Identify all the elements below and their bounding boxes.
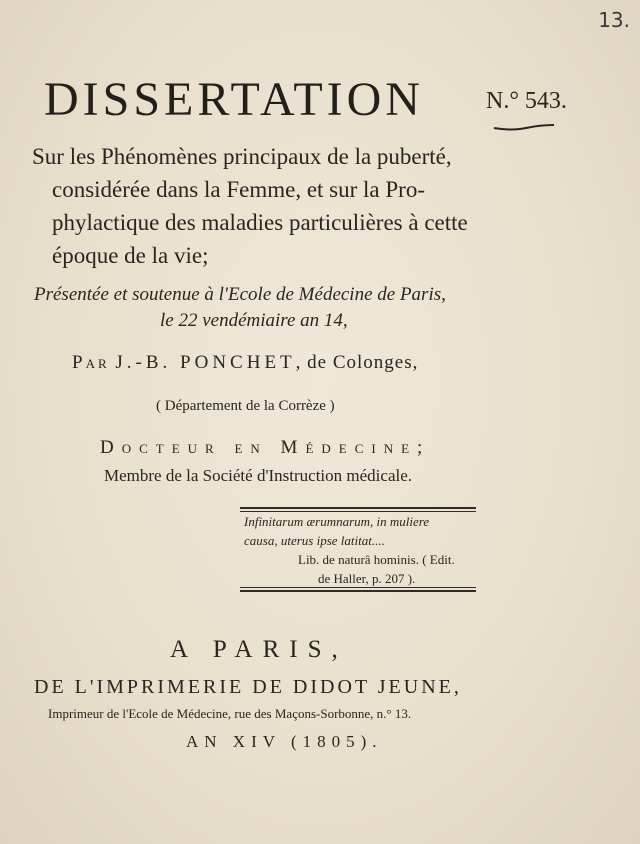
epigraph-line-1: Infinitarum ærumnarum, in muliere <box>244 514 430 529</box>
author-origin: , de Colonges, <box>295 352 419 373</box>
printer-address: Imprimeur de l'Ecole de Médecine, rue des Maçons-Sorbonne, n.° 13. <box>48 706 412 721</box>
presented-line-1: Présentée et soutenue à l'Ecole de Médecine de Paris, <box>34 284 446 305</box>
department: ( Département de la Corrèze ) <box>156 398 335 414</box>
epigraph-line-2: causa, uterus ipse latitat.... <box>244 533 385 548</box>
corner-number: 13. <box>598 8 630 32</box>
author-prefix: Par <box>72 352 110 373</box>
epigraph <box>244 512 482 588</box>
epigraph-reference-2: de Haller, p. 207 ). <box>318 571 416 586</box>
flourish-underline <box>492 122 556 132</box>
divider <box>240 507 476 509</box>
presented-statement <box>34 282 594 334</box>
subtitle-line: phylactique des maladies particulières à cette <box>52 210 468 235</box>
subtitle <box>32 140 492 272</box>
catalog-number: N.° 543. <box>486 88 567 114</box>
subtitle-line: Sur les Phénomènes principaux de la puberté, <box>32 144 452 169</box>
author-line <box>72 352 418 374</box>
epigraph-reference-1: Lib. de naturâ hominis. ( Edit. <box>298 552 455 567</box>
presented-line-2: le 22 vendémiaire an 14, <box>160 310 348 331</box>
member-line: Membre de la Société d'Instruction médicale. <box>104 466 413 485</box>
subtitle-line: considérée dans la Femme, et sur la Pro- <box>52 177 425 202</box>
page-title: DISSERTATION <box>44 73 424 126</box>
subtitle-line: époque de la vie; <box>52 243 209 268</box>
publication-year: AN XIV (1805). <box>186 732 383 751</box>
divider <box>240 590 476 592</box>
printer: DE L'IMPRIMERIE DE DIDOT JEUNE, <box>34 676 462 698</box>
divider <box>240 587 476 588</box>
city: A PARIS, <box>170 636 348 663</box>
author-name: J.-B. PONCHET <box>115 352 296 373</box>
doctor-title: Docteur en Médecine; <box>100 437 431 458</box>
